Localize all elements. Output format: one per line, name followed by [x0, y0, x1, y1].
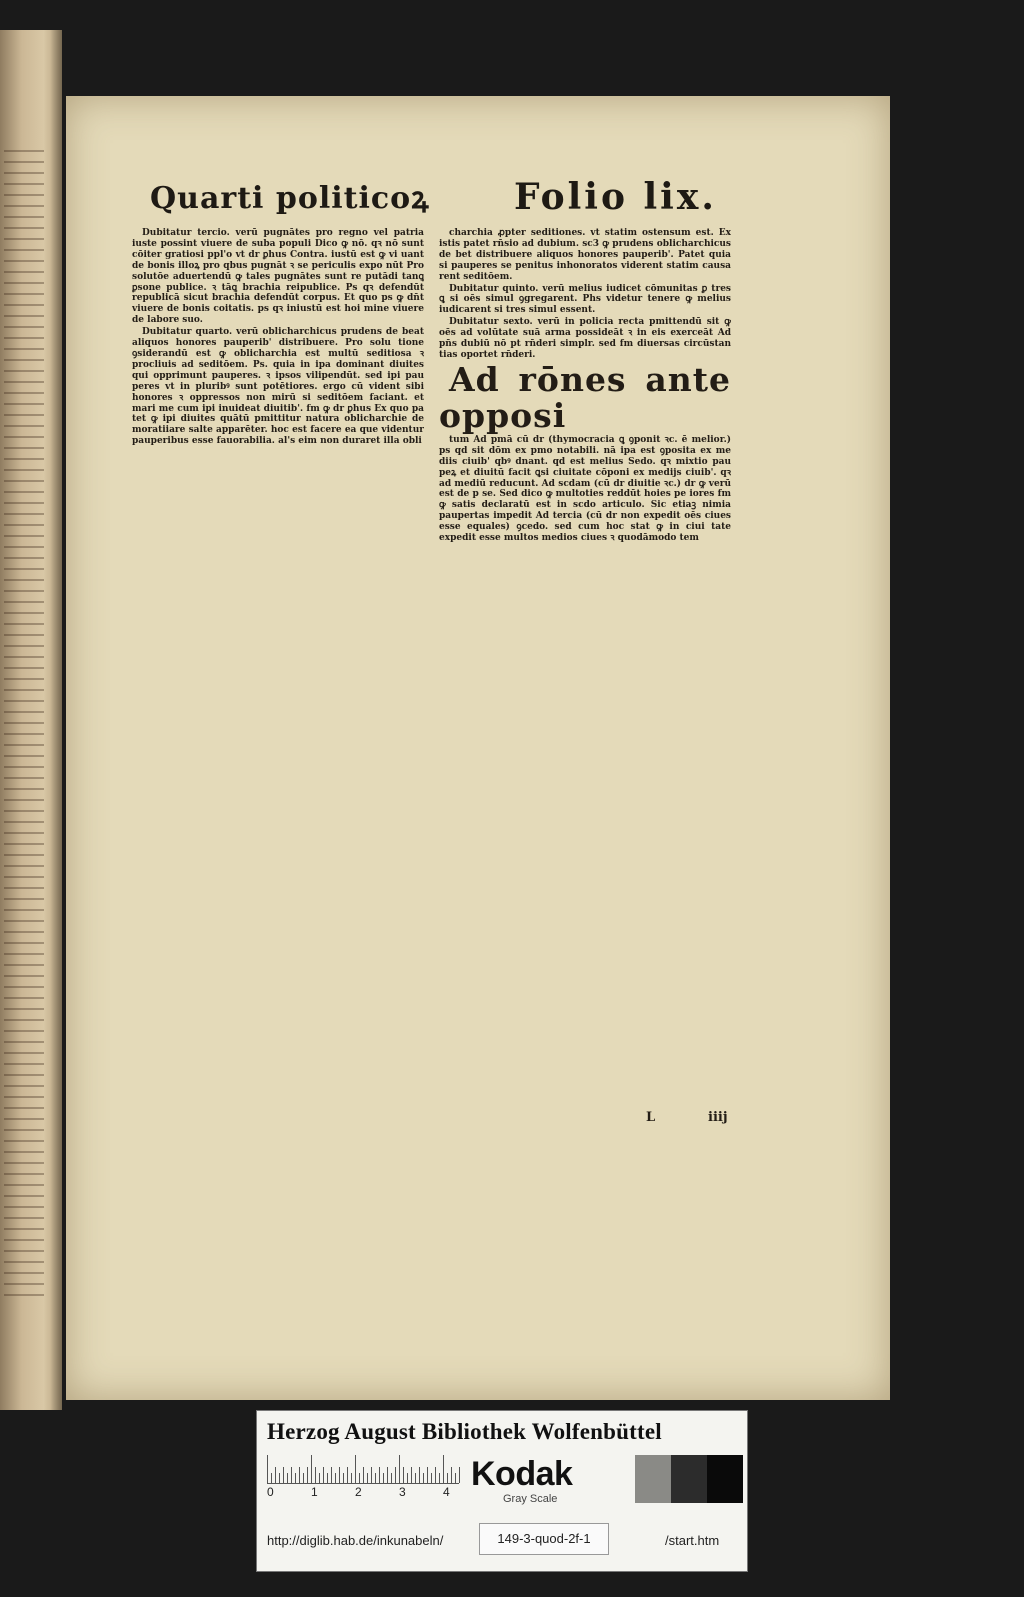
url-strip: [257, 1519, 747, 1559]
ruler-tick: [447, 1473, 448, 1483]
ruler-baseline: [267, 1483, 459, 1484]
url-suffix: /start.htm: [665, 1533, 720, 1548]
ruler-tick: [415, 1473, 416, 1483]
text-column-left: [132, 228, 424, 1208]
ruler-tick: [267, 1455, 268, 1483]
gray-patch-dark: [671, 1455, 707, 1503]
text-column-right: [439, 228, 731, 1208]
ruler-tick: [451, 1467, 452, 1483]
ruler-tick: [363, 1467, 364, 1483]
library-name: Herzog August Bibliothek Wolfenbüttel: [267, 1419, 662, 1444]
ruler-tick: [275, 1467, 276, 1483]
ruler-tick: [395, 1467, 396, 1483]
ruler-tick: [303, 1473, 304, 1483]
ruler-tick: [299, 1467, 300, 1483]
facing-page-edge: [0, 30, 62, 1410]
ruler-number: 1: [311, 1485, 318, 1499]
measurement-ruler: [267, 1455, 459, 1483]
ruler-tick: [295, 1473, 296, 1483]
signature-mark: L: [646, 1110, 656, 1125]
ruler-tick: [423, 1473, 424, 1483]
gray-patch-mid: [635, 1455, 671, 1503]
ruler-tick: [455, 1473, 456, 1483]
paragraph-dubitatur-quinto: Dubitatur quinto. verū melius iudicet cōmunitas ꝑ tres ꝗ si oēs simul ꝯgregarent. Phs videtur tenere ꝙ melius iudicarent si tres simul essent.: [439, 283, 731, 316]
facing-page-text-bleed: [4, 150, 44, 1300]
ruler-number: 0: [267, 1485, 274, 1499]
section-heading: Ad rōnes ante opposi: [439, 359, 731, 435]
ruler-tick: [351, 1473, 352, 1483]
ruler-tick: [459, 1467, 460, 1483]
ruler-tick: [283, 1467, 284, 1483]
url-prefix: http://diglib.hab.de/inkunabeln/: [267, 1533, 444, 1548]
paragraph-responses: tum Ad pmā cū dr (thymocracia ꝗ ꝯponit ꝛc. ē melior.) ps qd sit dōm ex pmo notabili. nā ipa est ꝯposita ex me diis ciuib' qbꝰ dnant. qd est melius Sedo. qꝛ mixtio pau peꝝ et diuitū facit ꝗsi ciuitate cōponi ex medijs ciuib'. qꝛ ad mediū reducunt. Ad scdam (cū dr diuitie ꝛc.) dr ꝙ verū est de p se. Sed dico ꝙ multoties reddūt hoies pe iores fm ꝙ satis declaratū est in scdo articulo. Sic etiaꝫ nimia paupertas impedit Ad tercia (cū dr non expedit oēs ciues esse equales) ꝯcedo. sed cum hoc stat ꝙ in ciui tate expedit esse multos medios ciues ꝛ quodāmodo tem: [439, 434, 731, 544]
book-page: [66, 96, 890, 1400]
ruler-tick: [355, 1455, 356, 1483]
ruler-tick: [279, 1473, 280, 1483]
color-calibration-bar: [256, 1410, 748, 1572]
ruler-tick: [443, 1455, 444, 1483]
paragraph-dubitatur-tercio: Dubitatur tercio. verū pugnātes pro regno vel patria iuste possint viuere de suba populi Dico ꝙ nō. qꝛ nō sunt cōiter gratiosi ppl'o vt dr ꝑhus Contra. iustū est ꝙ vi uant de bonis illoꝝ pro qbus pugnāt ꝛ se periculis expo nūt Pro solutōe aduertendū ꝙ tales pugnātes sunt re putādi tanꝗ ꝑsone publice. ꝛ tāꝗ brachia reipublice. Ps qꝛ defendūt republicā sicut brachia defendūt corpus. Et quo ps ꝙ dn̄t viuere de bonis coitatis. ps qꝛ iniustū est hoi mine viuere de labore suo.: [132, 228, 424, 326]
ruler-tick: [291, 1467, 292, 1483]
ruler-tick: [339, 1467, 340, 1483]
ruler-tick: [359, 1473, 360, 1483]
ruler-number: 2: [355, 1485, 362, 1499]
ruler-tick: [435, 1467, 436, 1483]
spine-shadow: [50, 30, 62, 1410]
ruler-tick: [379, 1467, 380, 1483]
ruler-tick: [407, 1473, 408, 1483]
signature-number: iiij: [708, 1110, 728, 1125]
ruler-tick: [399, 1455, 400, 1483]
ruler-tick: [427, 1467, 428, 1483]
ruler-tick: [411, 1467, 412, 1483]
paragraph-dubitatur-sexto: Dubitatur sexto. verū in policia recta pmittendū sit ꝙ oēs ad volūtate suā arma possideāt ꝛ in eis exerceāt Ad pn̄s dubiū nō pt rn̄deri simplr. sed fm diuersas circūstan tias oportet rn̄deri.: [439, 317, 731, 360]
paragraph-continuation: charchia ꝓpter seditiones. vt statim ostensum est. Ex istis patet rn̄sio ad dubium. sc3 ꝙ prudens oblicharchicus de bet distribuere aliquos honores pauperib'. Patet quia si pauperes se penitus inhonoratos viderent statim causa rent seditōem.: [439, 228, 731, 282]
kodak-logo: Kodak: [471, 1455, 573, 1493]
ruler-number: 3: [399, 1485, 406, 1499]
ruler-numbers: [267, 1485, 467, 1501]
ruler-tick: [343, 1473, 344, 1483]
ruler-tick: [335, 1473, 336, 1483]
ruler-tick: [431, 1473, 432, 1483]
ruler-tick: [403, 1467, 404, 1483]
ruler-tick: [383, 1473, 384, 1483]
ruler-tick: [271, 1473, 272, 1483]
ruler-tick: [319, 1473, 320, 1483]
ruler-tick: [419, 1467, 420, 1483]
ruler-tick: [315, 1467, 316, 1483]
paragraph-dubitatur-quarto: Dubitatur quarto. verū oblicharchicus prudens de beat aliquos honores pauperib' distribuere. Pro solu tione ꝯsiderandū est ꝙ oblicharchia est multū seditiosa ꝛ procliuis ad seditōem. Ps. quia in ipa dominant diuites qui opprimunt pauperes. ꝛ ipsos vilipendūt. sed ipi pau peres vt in pluribꝰ sunt potētiores. ergo cū vident sibi honores ꝛ oppressos non mirū si seditōem faciant. et mari me cum ipi inuideat diuitib'. fm ꝙ dr ꝑhus Ex quo pa tet ꝙ ipi diuites quātū pmittitur natura oblicharchie de moratiiare salte apparēter. hoc est facere ea que videntur pauperibus esse fauorabilia. al's eim non duraret illa obli: [132, 327, 424, 447]
ruler-tick: [323, 1467, 324, 1483]
ruler-tick: [387, 1467, 388, 1483]
ruler-tick: [331, 1467, 332, 1483]
running-head-folio: Folio lix.: [514, 176, 717, 218]
running-head-left: Quarti politicoꝝ: [150, 181, 430, 216]
gray-scale-label: Gray Scale: [503, 1493, 558, 1505]
gray-patch-black: [707, 1455, 743, 1503]
ruler-tick: [287, 1473, 288, 1483]
ruler-tick: [347, 1467, 348, 1483]
ruler-tick: [439, 1473, 440, 1483]
ruler-tick: [391, 1473, 392, 1483]
ruler-tick: [367, 1473, 368, 1483]
ruler-tick: [371, 1467, 372, 1483]
url-id-box: 149-3-quod-2f-1: [479, 1523, 609, 1555]
ruler-tick: [311, 1455, 312, 1483]
ruler-tick: [375, 1473, 376, 1483]
ruler-tick: [307, 1467, 308, 1483]
ruler-number: 4: [443, 1485, 450, 1499]
ruler-tick: [327, 1473, 328, 1483]
